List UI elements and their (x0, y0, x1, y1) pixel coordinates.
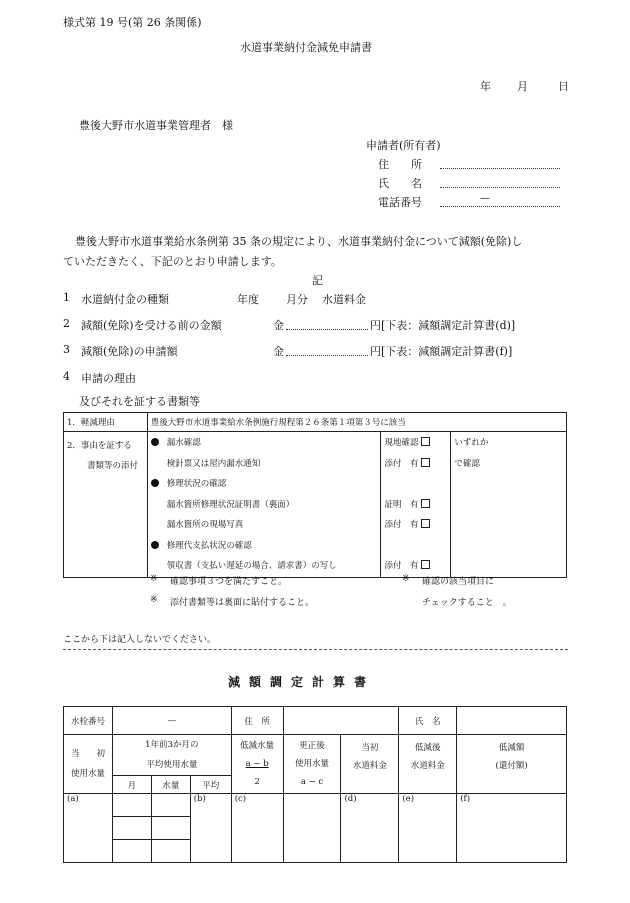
bullet-icon (151, 541, 159, 549)
note-2: 添付書類等は裏面に貼付すること。 (170, 598, 315, 608)
cell-f[interactable]: (f) (457, 794, 567, 863)
date-year: 年 (480, 80, 491, 93)
calc-row-2 (64, 735, 567, 776)
list-item: 領収書（支払い遅延の場合、請求書）の写し (166, 561, 337, 571)
cell-month-3[interactable] (112, 840, 151, 863)
applicant-heading: 申請者(所有者) (366, 139, 441, 152)
reason-label: 1．軽減理由 (64, 413, 148, 432)
cell-corrected[interactable] (283, 794, 341, 863)
h-avg: 1年前3か月の 平均使用水量 (112, 735, 231, 776)
address-field[interactable] (440, 168, 560, 169)
h-amount: 水量 (151, 776, 190, 794)
cell-amount-2[interactable] (151, 817, 190, 840)
cell-c[interactable]: (c) (231, 794, 283, 863)
item-3-amount-field[interactable] (286, 355, 368, 356)
addressee: 豊後大野市水道事業管理者 様 (79, 119, 233, 132)
page-title: 水道事業納付金減免申請書 (240, 41, 372, 54)
address-label: 住 所 (378, 158, 422, 171)
item-4-sub: 及びそれを証する書類等 (79, 395, 200, 408)
cell-b[interactable]: (b) (190, 794, 231, 863)
list-item: 修理状況の確認 (151, 474, 378, 495)
item-1-year: 年度 (237, 293, 259, 306)
note-1: 確認事項３つを満たすこと。 (170, 577, 288, 587)
list-item: 検針票又は屋内漏水通知 (166, 458, 261, 469)
ki-mark: 記 (312, 274, 323, 287)
form-number: 様式第 19 号(第 26 条関係) (63, 16, 202, 29)
bullet-icon (151, 438, 159, 446)
body-line-2: ていただきたく、下記のとおり申請します。 (63, 255, 282, 268)
office-use-note: ここから下は記入しないでください。 (63, 635, 217, 645)
documents-label-1: 2．事由を証する (67, 441, 132, 451)
documents-label (64, 432, 148, 578)
cell-a[interactable]: (a) (64, 794, 113, 863)
calc-address-label: 住 所 (231, 707, 283, 735)
bullet-icon (151, 479, 159, 487)
brace-note-1: いずれか (454, 438, 489, 448)
list-item: 修理代支払状況の確認 (151, 536, 378, 557)
check-row (384, 536, 447, 557)
check-row: 添付 有 (384, 556, 447, 577)
note-1-mark: ※ (150, 574, 158, 584)
phone-label: 電話番号 (378, 196, 422, 209)
list-item: 漏水確認 (151, 433, 378, 454)
check-row (384, 474, 447, 495)
item-2-number: 2 (63, 317, 70, 330)
checkbox[interactable] (421, 499, 430, 508)
checkbox[interactable] (421, 519, 430, 528)
checkbox[interactable] (421, 437, 430, 446)
calc-row-1 (64, 707, 567, 735)
documents-checks (381, 432, 451, 578)
cell-e[interactable]: (e) (399, 794, 457, 863)
checkbox[interactable] (421, 560, 430, 569)
divider (63, 649, 568, 650)
cell-month-1[interactable] (112, 794, 151, 817)
documents-label-2: 書類等の添付 (87, 461, 139, 471)
cell-d[interactable]: (d) (341, 794, 399, 863)
brace-note (451, 432, 567, 578)
item-1-type: 水道料金 (322, 293, 366, 306)
item-2-kin: 金 (273, 319, 284, 332)
calc-row-4 (64, 794, 567, 817)
item-2-amount-field[interactable] (286, 329, 368, 330)
item-2-yen: 円[下表：減額調定計算書(d)] (370, 319, 516, 332)
body-line-1: 豊後大野市水道事業給水条例第 35 条の規定により、水道事業納付金について減額(免除)し (75, 235, 523, 248)
name-field[interactable] (440, 187, 560, 188)
date-day: 日 (558, 80, 569, 93)
h-month: 月 (112, 776, 151, 794)
h-corrected: 更正後 使用水量 a − c (283, 735, 341, 794)
calc-table (63, 706, 567, 863)
reason-row (64, 413, 567, 432)
check-row: 添付 有 (384, 454, 447, 475)
h-average: 平均 (190, 776, 231, 794)
check-row: 現地確認 (384, 433, 447, 454)
calc-name-label: 氏 名 (399, 707, 457, 735)
phone-field[interactable] (440, 206, 560, 207)
note-3-mark: ※ (402, 574, 410, 584)
h-fee: 当初 水道料金 (341, 735, 399, 794)
note-3: 確認の該当項目に (422, 577, 495, 587)
date-month: 月 (517, 80, 528, 93)
checkbox[interactable] (421, 458, 430, 467)
calc-name-value[interactable] (457, 707, 567, 735)
item-3-label: 減額(免除)の申請額 (81, 345, 178, 358)
calc-address-value[interactable] (283, 707, 399, 735)
documents-list (147, 432, 381, 578)
item-3-number: 3 (63, 343, 70, 356)
cell-amount-3[interactable] (151, 840, 190, 863)
reason-value: 豊後大野市水道事業給水条例施行規程第２６条第１項第３号に該当 (147, 413, 566, 432)
h-after: 低減後 水道料金 (399, 735, 457, 794)
item-1-month: 月分 (286, 293, 308, 306)
documents-row (64, 432, 567, 578)
h-reduce: 低減水量 a − b 2 (231, 735, 283, 794)
brace-note-2: で確認 (454, 458, 480, 469)
item-2-label: 減額(免除)を受ける前の金額 (81, 319, 222, 332)
cell-month-2[interactable] (112, 817, 151, 840)
phone-separator: — (480, 193, 490, 204)
name-label: 氏 名 (378, 177, 422, 190)
item-1-label: 水道納付金の種類 (81, 293, 169, 306)
item-4-label: 申請の理由 (81, 372, 136, 385)
h-initial: 当 初 使用水量 (64, 735, 113, 794)
item-1-number: 1 (63, 291, 70, 304)
item-3-yen: 円[下表：減額調定計算書(f)] (370, 345, 513, 358)
reason-table (63, 412, 567, 578)
note-2-mark: ※ (150, 595, 158, 605)
cell-amount-1[interactable] (151, 794, 190, 817)
check-row: 添付 有 (384, 515, 447, 536)
item-4-number: 4 (63, 370, 70, 383)
check-row: 証明 有 (384, 495, 447, 516)
item-3-kin: 金 (273, 345, 284, 358)
list-item: 漏水箇所修理状況証明書（裏面） (166, 499, 295, 510)
meter-label: 水栓番号 (64, 707, 113, 735)
note-4: チェックすること 。 (422, 598, 512, 608)
calc-title: 減額調定計算書 (228, 675, 376, 689)
h-reduction: 低減額 (還付額) (457, 735, 567, 794)
list-item: 漏水箇所の現場写真 (166, 520, 244, 530)
meter-value[interactable]: — (112, 707, 231, 735)
